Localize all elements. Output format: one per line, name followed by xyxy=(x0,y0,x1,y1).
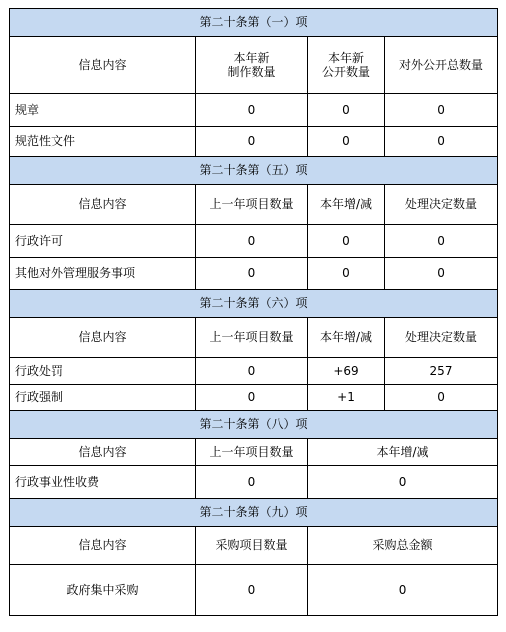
cell-value: 0 xyxy=(385,225,498,258)
cell-value: +1 xyxy=(308,385,385,411)
cell-value: 0 xyxy=(385,385,498,411)
disclosure-table xyxy=(9,8,498,616)
table-row xyxy=(10,385,498,411)
row-label: 政府集中采购 xyxy=(10,565,196,616)
table-row xyxy=(10,358,498,385)
cell-value: 0 xyxy=(308,466,498,499)
cell-value: 0 xyxy=(385,258,498,290)
cell-value: 0 xyxy=(196,358,308,385)
column-header-row xyxy=(10,37,498,94)
table-row xyxy=(10,127,498,157)
row-label: 规范性文件 xyxy=(10,127,196,157)
header-new-produced: 本年新 制作数量 xyxy=(196,37,308,94)
cell-value: 0 xyxy=(385,127,498,157)
header-info-content: 信息内容 xyxy=(10,318,196,358)
header-info-content: 信息内容 xyxy=(10,439,196,466)
cell-value: +69 xyxy=(308,358,385,385)
header-procurement-count: 采购项目数量 xyxy=(196,527,308,565)
row-label: 行政处罚 xyxy=(10,358,196,385)
section-title: 第二十条第（八）项 xyxy=(10,411,498,439)
header-change: 本年增/减 xyxy=(308,439,498,466)
column-header-row xyxy=(10,318,498,358)
header-prev-year-count: 上一年项目数量 xyxy=(196,185,308,225)
cell-value: 0 xyxy=(308,127,385,157)
cell-value: 0 xyxy=(385,94,498,127)
row-label: 规章 xyxy=(10,94,196,127)
section-title: 第二十条第（五）项 xyxy=(10,157,498,185)
header-prev-year-count: 上一年项目数量 xyxy=(196,439,308,466)
section-header-9 xyxy=(10,499,498,527)
header-procurement-amount: 采购总金额 xyxy=(308,527,498,565)
row-label: 其他对外管理服务事项 xyxy=(10,258,196,290)
cell-value: 0 xyxy=(308,258,385,290)
cell-value: 0 xyxy=(196,565,308,616)
header-prev-year-count: 上一年项目数量 xyxy=(196,318,308,358)
column-header-row xyxy=(10,185,498,225)
section-title: 第二十条第（九）项 xyxy=(10,499,498,527)
header-change: 本年增/减 xyxy=(308,185,385,225)
section-header-8 xyxy=(10,411,498,439)
column-header-row xyxy=(10,527,498,565)
section-title: 第二十条第（六）项 xyxy=(10,290,498,318)
cell-value: 0 xyxy=(196,385,308,411)
table-row xyxy=(10,225,498,258)
section-title: 第二十条第（一）项 xyxy=(10,9,498,37)
header-decision-count: 处理决定数量 xyxy=(385,318,498,358)
cell-value: 0 xyxy=(196,225,308,258)
section-header-5 xyxy=(10,157,498,185)
column-header-row xyxy=(10,439,498,466)
report-page xyxy=(9,8,497,616)
cell-value: 0 xyxy=(196,94,308,127)
table-row xyxy=(10,565,498,616)
header-info-content: 信息内容 xyxy=(10,185,196,225)
cell-value: 0 xyxy=(196,466,308,499)
header-decision-count: 处理决定数量 xyxy=(385,185,498,225)
table-row xyxy=(10,258,498,290)
section-header-1 xyxy=(10,9,498,37)
header-info-content: 信息内容 xyxy=(10,37,196,94)
table-row xyxy=(10,466,498,499)
section-header-6 xyxy=(10,290,498,318)
cell-value: 257 xyxy=(385,358,498,385)
cell-value: 0 xyxy=(196,258,308,290)
row-label: 行政许可 xyxy=(10,225,196,258)
row-label: 行政强制 xyxy=(10,385,196,411)
row-label: 行政事业性收费 xyxy=(10,466,196,499)
header-total-published: 对外公开总数量 xyxy=(385,37,498,94)
header-new-published: 本年新 公开数量 xyxy=(308,37,385,94)
cell-value: 0 xyxy=(308,565,498,616)
header-info-content: 信息内容 xyxy=(10,527,196,565)
cell-value: 0 xyxy=(308,94,385,127)
header-change: 本年增/减 xyxy=(308,318,385,358)
cell-value: 0 xyxy=(196,127,308,157)
table-row xyxy=(10,94,498,127)
cell-value: 0 xyxy=(308,225,385,258)
